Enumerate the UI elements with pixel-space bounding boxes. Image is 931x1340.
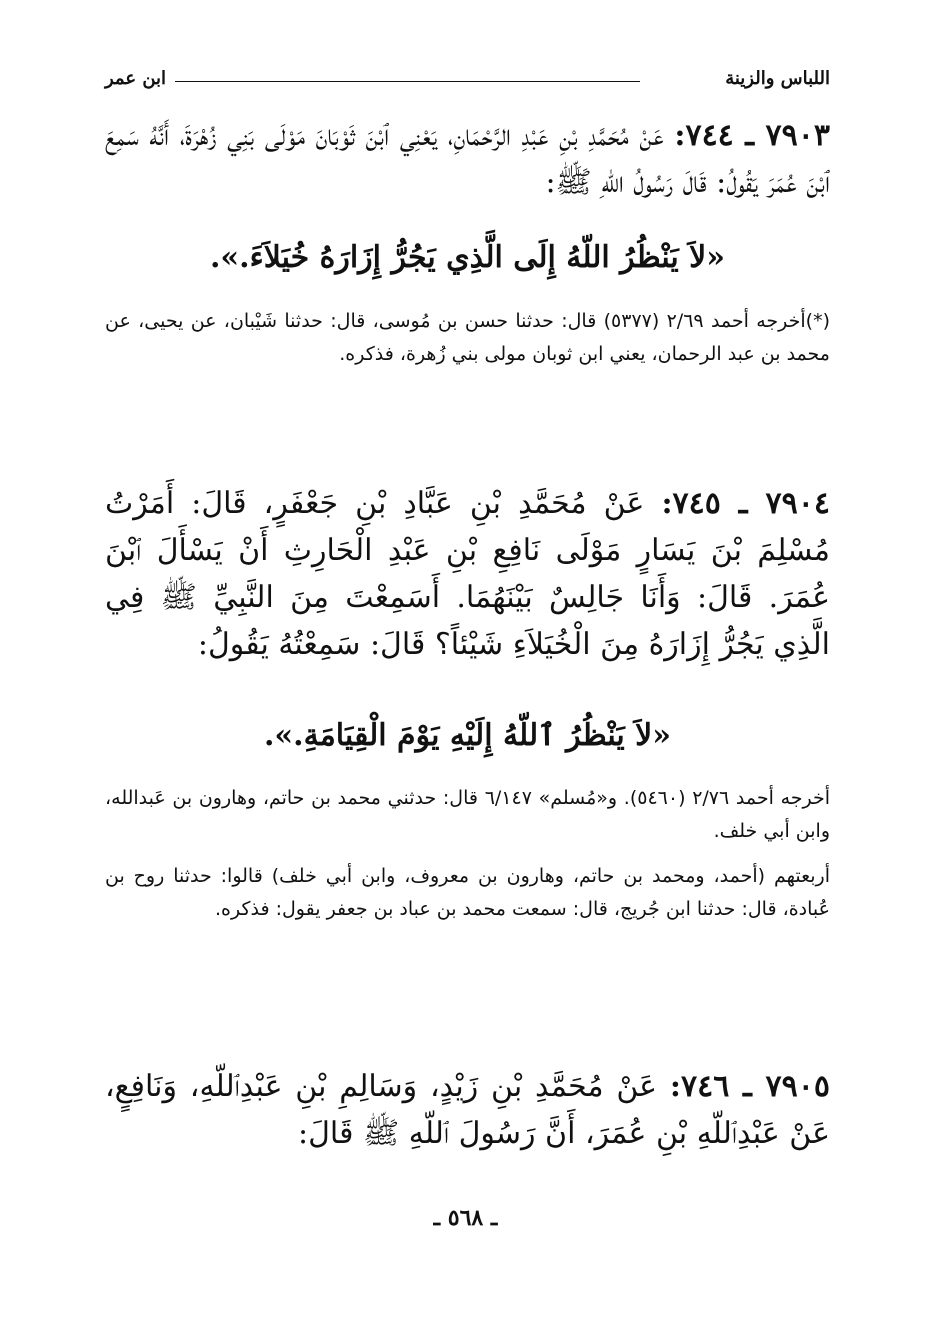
footnote-paragraph: أخرجه أحمد ٢/٧٦ (٥٤٦٠). و«مُسلم» ٦/١٤٧ قال: حدثني محمد بن حاتم، وهارون بن عَبدالله، وابن أبي خلف. (105, 787, 831, 842)
hadith-entry-7904 (105, 480, 830, 668)
header-rule (175, 81, 640, 82)
page-number: ـ ٥٦٨ ـ (433, 1205, 498, 1231)
hadith-number: ٧٩٠٣ ـ ٧٤٤: (674, 118, 830, 153)
chapter-title: اللباس والزينة (725, 68, 830, 89)
footnote-paragraph: أربعتهم (أحمد، ومحمد بن حاتم، وهارون بن معروف، وابن أبي خلف) قالوا: حدثنا روح بن عُبادة، قال: حدثنا ابن جُريج، قال: سمعت محمد بن عباد بن جعفر يقول: فذكره. (105, 865, 830, 920)
hadith-entry-7905 (105, 1063, 830, 1157)
hadith-number: ٧٩٠٤ ـ ٧٤٥: (661, 486, 830, 521)
running-header (105, 62, 830, 96)
hadith-footnote (105, 305, 830, 371)
footnote-paragraph: (*)أخرجه أحمد ٢/٦٩ (٥٣٧٧) قال: حدثنا حسن بن مُوسى، قال: حدثنا شَيْبان، عن يحيى، عن محمد بن عبد الرحمان، يعني ابن ثوبان مولى بني زُهرة، فذكره. (105, 310, 831, 365)
hadith-text: عَنْ مُحَمَّدِ بْنِ زَيْدٍ، وَسَالِمِ بْنِ عَبْدِٱللّهِ، وَنَافِعٍ، عَنْ عَبْدِٱللّهِ بْنِ عُمَرَ، أَنَّ رَسُولَ ٱللّهِ ﷺ قَالَ: (105, 1069, 830, 1151)
hadith-text: عَنْ مُحَمَّدِ بْنِ عَبْدِ الرَّحْمَانِ، يَعْنِي ٱبْنَ ثَوْبَانَ مَوْلَى بَنِي زُهْرَةَ، أَنَّهُ سَمِعَ ٱبْنَ عُمَرَ يَقُولُ: قَالَ رَسُولُ اللّهِ ﷺ: (105, 118, 830, 200)
hadith-footnote (105, 782, 830, 926)
hadith-entry-7903 (105, 112, 830, 206)
hadith-number: ٧٩٠٥ ـ ٧٤٦: (669, 1069, 830, 1104)
hadith-text: عَنْ مُحَمَّدِ بْنِ عَبَّادِ بْنِ جَعْفَرٍ، قَالَ: أَمَرْتُ مُسْلِمَ بْنَ يَسَارٍ مَوْلَى نَافِعِ بْنِ عَبْدِ الْحَارِثِ أَنْ يَسْأَلَ ٱبْنَ عُمَرَ. قَالَ: وَأَنَا جَالِسٌ بَيْنَهُمَا. أَسَمِعْتَ مِنَ النَّبِيِّ ﷺ فِي الَّذِي يَجُرُّ إِزَارَهُ مِنَ الْخُيَلاَءِ شَيْئاً؟ قَالَ: سَمِعْتُهُ يَقُولُ: (105, 486, 830, 662)
hadith-quote: «لاَ يَنْظُرُ اللّهُ إِلَى الَّذِي يَجُرُّ إِزَارَهُ خُيَلاَءَ.». (209, 240, 726, 275)
hadith-quote: «لاَ يَنْظُرُ ٱللّهُ إِلَيْهِ يَوْمَ الْقِيَامَةِ.». (263, 718, 672, 753)
section-title: ابن عمر (105, 68, 167, 89)
